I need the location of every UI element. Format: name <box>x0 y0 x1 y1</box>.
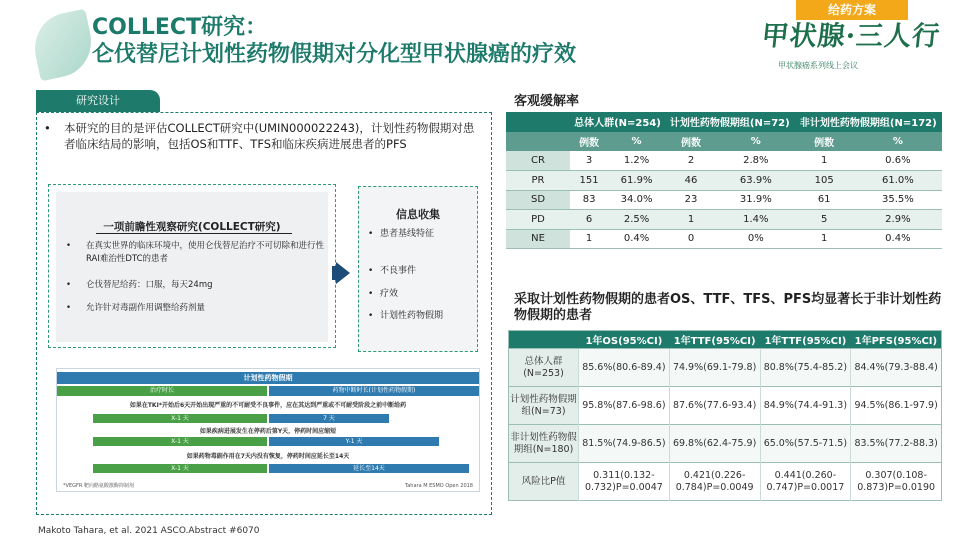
conference-logo <box>762 14 950 76</box>
orr-cell: 35.5% <box>854 190 942 210</box>
orr-row <box>506 171 942 191</box>
orr-row-label: CR <box>506 151 570 171</box>
info-item: • 不良事件 <box>368 266 417 276</box>
orr-cell: 0.6% <box>854 151 942 171</box>
survival-cell: 94.5%(86.1-97.9) <box>851 387 942 425</box>
logo-main-text: 甲状腺·三人行 <box>760 21 942 52</box>
orr-cell: 23 <box>665 190 717 210</box>
study-title: 一项前瞻性观察研究(COLLECT研究) <box>103 221 281 233</box>
info-item: • 计划性药物假期 <box>368 311 444 321</box>
arrow-right-icon <box>336 262 350 284</box>
survival-table <box>508 330 942 501</box>
survival-title: 采取计划性药物假期的患者OS、TTF、TFS、PFS均显著长于非计划性药物假期的患者 <box>514 292 942 323</box>
diagram-bar-holiday: 延长至14天 <box>269 464 469 473</box>
drug-holiday-diagram <box>56 368 480 492</box>
study-item: • 允许针对毒副作用调整给药剂量 <box>66 303 206 313</box>
orr-cell: 0.4% <box>854 229 942 249</box>
survival-row-label: 总体人群(N=253) <box>509 349 579 387</box>
leaf-decoration <box>28 9 98 82</box>
orr-row <box>506 210 942 230</box>
orr-cell: 61.0% <box>854 171 942 191</box>
survival-cell: 0.441(0.260-0.747)P=0.0017 <box>760 463 851 501</box>
orr-row-label: PD <box>506 210 570 230</box>
orr-cell: 2.8% <box>717 151 795 171</box>
survival-cell: 80.8%(75.4-85.2) <box>760 349 851 387</box>
logo-sub-text: 甲状腺癌系列线上会议 <box>778 61 858 70</box>
orr-cell: 31.9% <box>717 190 795 210</box>
diagram-rule-3: 如果药物毒副作用在7天内没有恢复，停药时间应延长至14天 <box>186 453 350 460</box>
intro-paragraph <box>44 120 480 152</box>
survival-row <box>509 425 942 463</box>
diagram-left-header: 治疗时长 <box>57 386 267 396</box>
survival-row <box>509 387 942 425</box>
orr-cell: 3 <box>570 151 608 171</box>
survival-cell: 0.307(0.108-0.873)P=0.0190 <box>851 463 942 501</box>
orr-subheader: 例数 <box>570 132 608 152</box>
diagram-right-header: 药物中断时长(计划性药物假期) <box>269 386 479 396</box>
orr-cell: 1 <box>795 151 854 171</box>
orr-cell: 0.4% <box>608 229 665 249</box>
survival-cell: 0.311(0.132-0.732)P=0.0047 <box>579 463 670 501</box>
orr-header-cell <box>506 132 570 152</box>
orr-cell: 1 <box>665 210 717 230</box>
orr-cell: 61.9% <box>608 171 665 191</box>
study-item: • 在真实世界的临床环境中，使用仑伐替尼治疗不可切除和进行性RAI难治性DTC的患者 <box>66 241 325 264</box>
orr-row-label: PR <box>506 171 570 191</box>
orr-cell: 61 <box>795 190 854 210</box>
survival-header-row <box>509 331 942 349</box>
orr-header-cell <box>506 112 570 132</box>
orr-row <box>506 151 942 171</box>
intro-text: 本研究的目的是评估COLLECT研究中(UMIN000022243)，计划性药物假期对患者临床结局的影响，包括OS和TTF、TFS和临床疾病进展患者的PFS <box>64 121 475 151</box>
orr-cell: 46 <box>665 171 717 191</box>
diagram-bar-holiday: Y-1 天 <box>269 437 439 446</box>
survival-row-label: 风险比P值 <box>509 463 579 501</box>
orr-subheader: 例数 <box>665 132 717 152</box>
section-badge: 给药方案 <box>796 0 908 20</box>
study-title-underline <box>96 233 292 234</box>
diagram-bar-holiday: 7 天 <box>269 414 389 423</box>
info-title: 信息收集 <box>396 208 440 221</box>
orr-row-label: NE <box>506 229 570 249</box>
diagram-footnote: *VEGFR 靶向酪氨酸激酶抑制剂 <box>63 483 134 489</box>
survival-cell: 74.9%(69.1-79.8) <box>669 349 760 387</box>
orr-cell: 6 <box>570 210 608 230</box>
orr-subheader: % <box>717 132 795 152</box>
orr-cell: 63.9% <box>717 171 795 191</box>
orr-group-header: 计划性药物假期组(N=72) <box>665 112 795 132</box>
survival-cell: 83.5%(77.2-88.3) <box>851 425 942 463</box>
survival-cell: 84.4%(79.3-88.4) <box>851 349 942 387</box>
orr-cell: 2.9% <box>854 210 942 230</box>
orr-cell: 2.5% <box>608 210 665 230</box>
orr-row <box>506 190 942 210</box>
survival-cell: 69.8%(62.4-75.9) <box>669 425 760 463</box>
info-item: • 患者基线特征 <box>368 229 435 239</box>
orr-cell: 34.0% <box>608 190 665 210</box>
info-item: • 疗效 <box>368 289 399 299</box>
orr-cell: 1.2% <box>608 151 665 171</box>
page-title <box>92 14 576 68</box>
orr-cell: 105 <box>795 171 854 191</box>
title-line-1: COLLECT研究： <box>92 15 268 40</box>
orr-subheader: % <box>608 132 665 152</box>
survival-cell: 84.9%(74.4-91.3) <box>760 387 851 425</box>
survival-cell: 85.6%(80.6-89.4) <box>579 349 670 387</box>
orr-header-row <box>506 112 942 132</box>
orr-cell: 1 <box>795 229 854 249</box>
diagram-bar-treatment: X-1 天 <box>93 464 267 473</box>
orr-cell: 0% <box>717 229 795 249</box>
orr-cell: 0 <box>665 229 717 249</box>
orr-group-header: 非计划性药物假期组(N=172) <box>795 112 942 132</box>
survival-row-label: 非计划性药物假期组(N=180) <box>509 425 579 463</box>
diagram-header: 计划性药物假期 <box>57 372 479 384</box>
survival-cell: 87.6%(77.6-93.4) <box>669 387 760 425</box>
intro-bullet: • <box>44 121 51 135</box>
survival-header-cell: 1年PFS(95%CI) <box>851 331 942 349</box>
orr-cell: 1 <box>570 229 608 249</box>
orr-cell: 1.4% <box>717 210 795 230</box>
title-line-2: 仑伐替尼计划性药物假期对分化型甲状腺癌的疗效 <box>92 42 577 67</box>
orr-subheader: 例数 <box>795 132 854 152</box>
survival-header-cell <box>509 331 579 349</box>
orr-table <box>506 112 942 249</box>
diagram-bar-treatment: X-1 天 <box>93 414 267 423</box>
orr-cell: 5 <box>795 210 854 230</box>
orr-row <box>506 229 942 249</box>
survival-row-label: 计划性药物假期组(N=73) <box>509 387 579 425</box>
orr-title: 客观缓解率 <box>514 94 580 109</box>
study-item: • 仑伐替尼给药：口服，每天24mg <box>66 280 213 290</box>
survival-cell: 0.421(0.226-0.784)P=0.0049 <box>669 463 760 501</box>
design-tab: 研究设计 <box>36 90 160 112</box>
survival-row <box>509 463 942 501</box>
diagram-bar-treatment: X-1 天 <box>93 437 267 446</box>
survival-cell: 81.5%(74.9-86.5) <box>579 425 670 463</box>
orr-subheader: % <box>854 132 942 152</box>
survival-header-cell: 1年TTF(95%CI) <box>669 331 760 349</box>
survival-row <box>509 349 942 387</box>
study-box-inner <box>56 192 328 342</box>
orr-cell: 2 <box>665 151 717 171</box>
diagram-source: Tahara M ESMO Open 2018 <box>405 483 473 489</box>
survival-cell: 95.8%(87.6-98.6) <box>579 387 670 425</box>
orr-group-header: 总体人群(N=254) <box>570 112 665 132</box>
diagram-rule-1: 如果在TKI*开始后6天开始出现严重的不可耐受不良事件，应在其达到严重或不可耐受阶段之前中断给药 <box>129 402 407 409</box>
diagram-rule-2: 如果疾病进展发生在停药后第Y天，停药时间应缩短 <box>199 428 337 435</box>
orr-subheader-row <box>506 132 942 152</box>
orr-cell: 83 <box>570 190 608 210</box>
survival-cell: 65.0%(57.5-71.5) <box>760 425 851 463</box>
orr-cell: 151 <box>570 171 608 191</box>
survival-header-cell: 1年TTF(95%CI) <box>760 331 851 349</box>
survival-header-cell: 1年OS(95%CI) <box>579 331 670 349</box>
orr-row-label: SD <box>506 190 570 210</box>
citation: Makoto Tahara, et al. 2021 ASCO.Abstract #6070 <box>38 526 260 536</box>
